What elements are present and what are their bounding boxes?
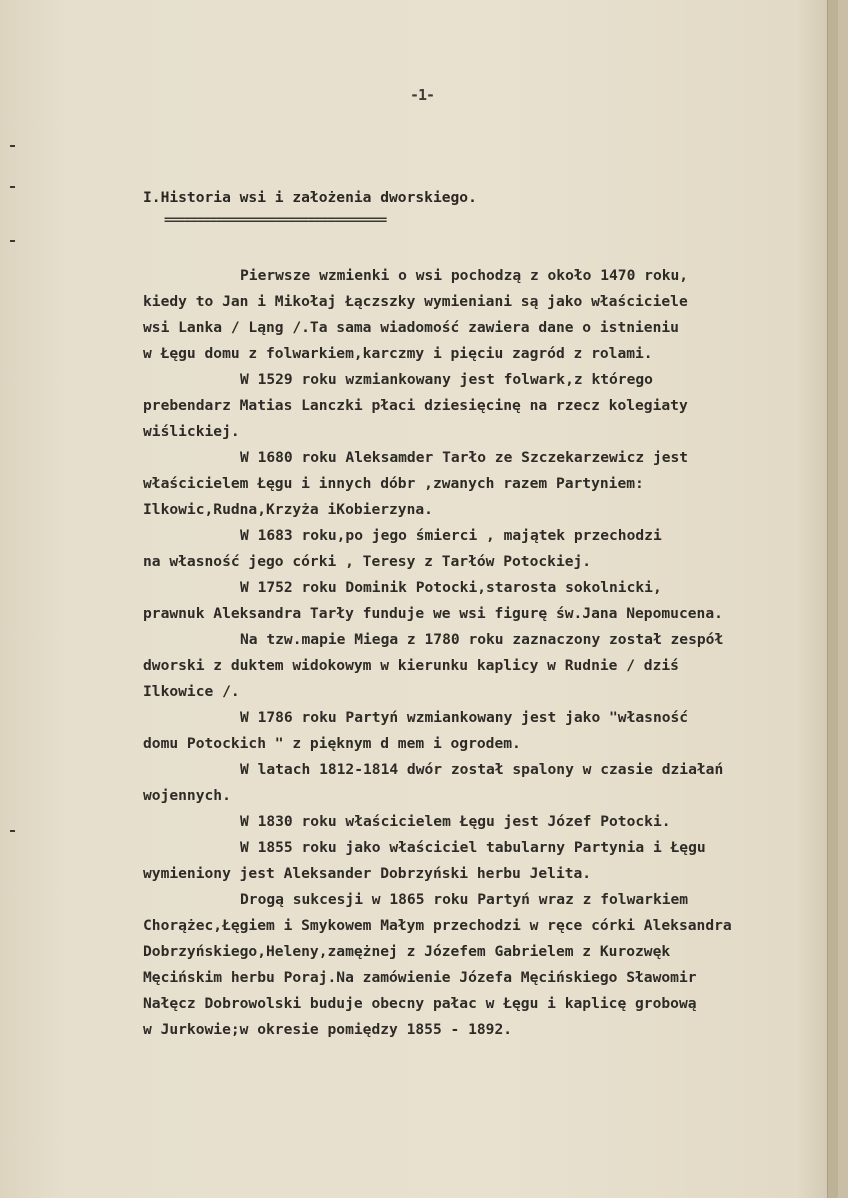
text-line: na własność jego córki , Teresy z Tarłów Potockiej. xyxy=(143,553,592,570)
text-line: w Łęgu domu z folwarkiem,karczmy i pięciu zagród z rolami. xyxy=(143,345,653,362)
text-line: właścicielem Łęgu i innych dóbr ,zwanych razem Partyniem: xyxy=(143,475,644,492)
heading-underline: ================================== xyxy=(164,213,386,228)
text-line: W 1529 roku wzmiankowany jest folwark,z którego xyxy=(240,371,653,388)
text-line: Ilkowic,Rudna,Krzyża iKobierzyna. xyxy=(143,501,433,518)
text-line: Ilkowice /. xyxy=(143,683,240,700)
text-line: w Jurkowie;w okresie pomiędzy 1855 - 1892. xyxy=(143,1021,513,1038)
text-line: prawnuk Aleksandra Tarły funduje we wsi figurę św.Jana Nepomucena. xyxy=(143,605,723,622)
page-number: -1- xyxy=(410,86,435,104)
text-line: Nałęcz Dobrowolski buduje obecny pałac w Łęgu i kaplicę grobową xyxy=(143,995,697,1012)
binding-mark xyxy=(10,240,15,242)
binding-mark xyxy=(10,186,15,188)
text-line: Chorążec,Łęgiem i Smykowem Małym przechodzi w ręce córki Aleksandra xyxy=(143,917,732,934)
text-line: Pierwsze wzmienki o wsi pochodzą z około 1470 roku, xyxy=(240,267,689,284)
text-line: W 1752 roku Dominik Potocki,starosta sokolnicki, xyxy=(240,579,662,596)
text-line: Na tzw.mapie Miega z 1780 roku zaznaczony został zespół xyxy=(240,631,724,648)
binding-mark xyxy=(10,145,15,147)
text-line: W latach 1812-1814 dwór został spalony w czasie działań xyxy=(240,761,724,778)
text-line: W 1786 roku Partyń wzmiankowany jest jako "własność xyxy=(240,709,689,726)
page-edge xyxy=(827,0,838,1198)
text-line: W 1855 roku jako właściciel tabularny Partynia i Łęgu xyxy=(240,839,706,856)
text-line: kiedy to Jan i Mikołaj Łączszky wymieniani są jako właściciele xyxy=(143,293,688,310)
text-line: W 1680 roku Aleksamder Tarło ze Szczekarzewicz jest xyxy=(240,449,689,466)
text-line: wymieniony jest Aleksander Dobrzyński herbu Jelita. xyxy=(143,865,592,882)
text-line: prebendarz Matias Lanczki płaci dziesięcinę na rzecz kolegiaty xyxy=(143,397,688,414)
binding-mark xyxy=(10,830,15,832)
text-line: Męcińskim herbu Poraj.Na zamówienie Józefa Męcińskiego Sławomir xyxy=(143,969,697,986)
text-line: domu Potockich " z pięknym d mem i ogrodem. xyxy=(143,735,521,752)
text-line: wsi Lanka / Ląng /.Ta sama wiadomość zawiera dane o istnieniu xyxy=(143,319,679,336)
text-line: wojennych. xyxy=(143,787,231,804)
text-line: Drogą sukcesji w 1865 roku Partyń wraz z folwarkiem xyxy=(240,891,689,908)
text-line: Dobrzyńskiego,Heleny,zamężnej z Józefem Gabrielem z Kurozwęk xyxy=(143,943,671,960)
section-heading: I.Historia wsi i założenia dworskiego. xyxy=(143,189,477,206)
text-line: dworski z duktem widokowym w kierunku kaplicy w Rudnie / dziś xyxy=(143,657,679,674)
text-line: wiślickiej. xyxy=(143,423,240,440)
text-line: W 1830 roku właścicielem Łęgu jest Józef Potocki. xyxy=(240,813,671,830)
text-line: W 1683 roku,po jego śmierci , majątek przechodzi xyxy=(240,527,662,544)
